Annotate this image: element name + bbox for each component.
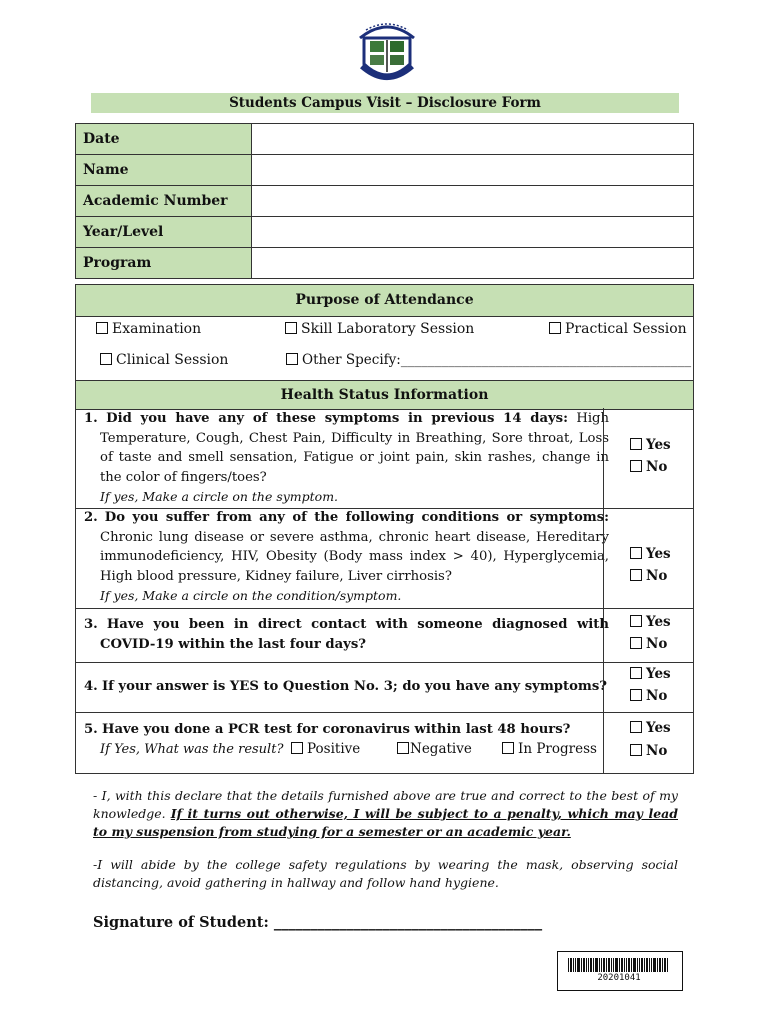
student-signature-line[interactable]: Signature of Student: _____________________________________ xyxy=(93,914,543,931)
yes-option[interactable] xyxy=(630,720,671,736)
form-title: Students Campus Visit – Disclosure Form xyxy=(91,93,679,113)
question-number: 4. xyxy=(84,679,98,694)
question-2-answer xyxy=(603,508,694,608)
academic-number-field[interactable] xyxy=(252,186,694,217)
checkbox-icon[interactable] xyxy=(630,744,642,756)
name-field[interactable] xyxy=(252,155,694,186)
question-4-text xyxy=(76,677,616,697)
no-option[interactable] xyxy=(630,568,667,584)
checkbox-icon[interactable] xyxy=(630,667,642,679)
date-label: Date xyxy=(76,124,252,155)
no-option[interactable] xyxy=(630,688,667,704)
no-label: No xyxy=(646,743,668,759)
checkbox-icon[interactable] xyxy=(630,721,642,733)
yes-label: Yes xyxy=(646,614,671,630)
question-2 xyxy=(75,508,694,609)
question-3 xyxy=(75,608,694,663)
question-3-text xyxy=(76,615,616,654)
no-label: No xyxy=(646,568,668,584)
program-label: Program xyxy=(76,248,252,279)
question-2-detail: Chronic lung disease or severe asthma, chronic heart disease, Hereditary immunodeficiency, HIV, Obesity (Body mass index > 40), Hyperglycemia, High blood pressure, Kidney failure, Liver cirrhosis? xyxy=(100,529,609,584)
checkbox-icon[interactable] xyxy=(630,569,642,581)
table-row xyxy=(76,186,694,217)
question-4 xyxy=(75,662,694,713)
checkbox-icon[interactable] xyxy=(285,322,297,334)
skill-lab-option[interactable] xyxy=(285,321,474,337)
other-label: Other Specify:___________________________________________ xyxy=(302,352,692,368)
checkbox-icon[interactable] xyxy=(630,689,642,701)
no-option[interactable] xyxy=(630,743,667,759)
yes-label: Yes xyxy=(646,546,671,562)
declaration-paragraph-1 xyxy=(93,787,678,841)
checkbox-icon[interactable] xyxy=(100,353,112,365)
positive-label: Positive xyxy=(307,741,361,757)
college-logo xyxy=(352,16,422,86)
name-label: Name xyxy=(76,155,252,186)
checkbox-icon[interactable] xyxy=(630,438,642,450)
checkbox-icon[interactable] xyxy=(291,742,303,754)
health-header: Health Status Information xyxy=(75,380,694,410)
pcr-in-progress-option[interactable] xyxy=(502,741,597,757)
examination-label: Examination xyxy=(112,321,202,337)
table-row xyxy=(76,124,694,155)
question-5-answer xyxy=(603,712,694,773)
checkbox-icon[interactable] xyxy=(549,322,561,334)
pcr-negative-option[interactable] xyxy=(397,741,472,757)
purpose-options xyxy=(75,315,694,381)
no-label: No xyxy=(646,688,668,704)
academic-number-label: Academic Number xyxy=(76,186,252,217)
question-2-bold: Do you suffer from any of the following conditions or symptoms: xyxy=(104,510,609,525)
other-option[interactable] xyxy=(286,352,691,368)
purpose-header: Purpose of Attendance xyxy=(75,284,694,317)
table-row xyxy=(76,248,694,279)
declaration-text: - I, with this declare that the details furnished above are true and correct to the best of my knowledge. xyxy=(93,788,678,821)
student-info-table xyxy=(75,123,694,279)
question-1-answer xyxy=(603,408,694,508)
question-1 xyxy=(75,408,694,509)
checkbox-icon[interactable] xyxy=(96,322,108,334)
practical-label: Practical Session xyxy=(565,321,687,337)
negative-label: Negative xyxy=(410,741,472,757)
no-label: No xyxy=(646,636,668,652)
clinical-label: Clinical Session xyxy=(116,352,229,368)
practical-option[interactable] xyxy=(549,321,687,337)
table-row xyxy=(76,155,694,186)
no-label: No xyxy=(646,459,668,475)
question-number: 5. xyxy=(84,722,98,737)
program-field[interactable] xyxy=(252,248,694,279)
examination-option[interactable] xyxy=(96,321,201,337)
question-2-text xyxy=(76,508,616,607)
question-5-bold: Have you done a PCR test for coronavirus within last 48 hours? xyxy=(101,722,571,737)
no-option[interactable] xyxy=(630,636,667,652)
question-4-answer xyxy=(603,662,694,712)
yes-label: Yes xyxy=(646,720,671,736)
question-2-note: If yes, Make a circle on the condition/symptom. xyxy=(100,588,402,604)
yes-option[interactable] xyxy=(630,437,671,453)
question-number: 2. xyxy=(84,510,98,525)
checkbox-icon[interactable] xyxy=(630,637,642,649)
question-1-note: If yes, Make a circle on the symptom. xyxy=(100,489,339,505)
question-number: 3. xyxy=(84,617,98,632)
question-3-answer xyxy=(603,608,694,662)
date-field[interactable] xyxy=(252,124,694,155)
question-1-text xyxy=(76,409,616,508)
checkbox-icon[interactable] xyxy=(630,460,642,472)
pcr-positive-option[interactable] xyxy=(291,741,360,757)
checkbox-icon[interactable] xyxy=(630,615,642,627)
question-3-bold: Have you been in direct contact with someone diagnosed with COVID-19 within the last four days? xyxy=(100,617,609,652)
question-1-bold: Did you have any of these symptoms in previous 14 days: xyxy=(106,411,568,426)
declaration-paragraph-2: -I will abide by the college safety regulations by wearing the mask, observing social distancing, avoid gathering in hallway and follow hand hygiene. xyxy=(93,857,678,890)
barcode xyxy=(557,951,683,991)
question-5-note: If Yes, What was the result? xyxy=(100,741,284,757)
yes-option[interactable] xyxy=(630,546,671,562)
question-5 xyxy=(75,712,694,774)
clinical-option[interactable] xyxy=(100,352,228,368)
checkbox-icon[interactable] xyxy=(397,742,409,754)
barcode-number: 20201041 xyxy=(597,973,641,983)
question-4-bold: If your answer is YES to Question No. 3; do you have any symptoms? xyxy=(101,679,607,694)
checkbox-icon[interactable] xyxy=(286,353,298,365)
skill-lab-label: Skill Laboratory Session xyxy=(301,321,475,337)
in-progress-label: In Progress xyxy=(518,741,597,757)
question-number: 1. xyxy=(84,411,98,426)
penalty-warning: If it turns out otherwise, I will be subject to a penalty, which may lead to my suspension from studying for a semester or an academic year. xyxy=(93,806,679,839)
year-level-field[interactable] xyxy=(252,217,694,248)
checkbox-icon[interactable] xyxy=(630,547,642,559)
question-1-detail: High Temperature, Cough, Chest Pain, Difficulty in Breathing, Sore throat, Loss of taste and smell sensation, Fatigue or joint pain, skin rashes, change in the color of fingers/toes? xyxy=(100,411,609,485)
yes-label: Yes xyxy=(646,437,671,453)
yes-option[interactable] xyxy=(630,614,671,630)
table-row xyxy=(76,217,694,248)
checkbox-icon[interactable] xyxy=(502,742,514,754)
yes-option[interactable] xyxy=(630,666,671,682)
no-option[interactable] xyxy=(630,459,667,475)
yes-label: Yes xyxy=(646,666,671,682)
year-level-label: Year/Level xyxy=(76,217,252,248)
